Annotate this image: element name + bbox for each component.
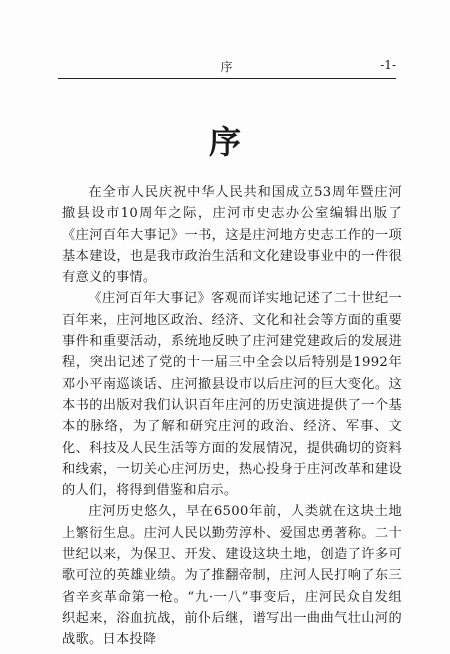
body-text xyxy=(62,182,402,651)
header-rule xyxy=(58,78,396,79)
page-number: -1- xyxy=(380,58,396,72)
running-header xyxy=(58,56,396,76)
paragraph: 庄河历史悠久，早在6500年前，人类就在这块土地上繁衍生息。庄河人民以勤劳淳朴、爱国忠勇著称。二十世纪以来，为保卫、开发、建设这块土地，创造了许多可歌可泣的英雄业绩。为了推翻帝制，庄河人民打响了东三省辛亥革命第一枪。“九·一八”事变后，庄河民众自发组织起来，浴血抗战，前仆后继，谱写出一曲曲气壮山河的战歌。日本投降 xyxy=(62,504,402,648)
header-title: 序 xyxy=(220,60,234,74)
paragraph: 《庄河百年大事记》客观而详实地记述了二十世纪一百年来，庄河地区政治、经济、文化和社会等方面的重要事件和重要活动，系统地反映了庄河建党建政后的发展进程，突出记述了党的十一届三中全会以后特别是1992年邓小平南巡谈话、庄河撤县设市以后庄河的巨大变化。这本书的出版对我们认识百年庄河的历史演进提供了一个基本的脉络，为了解和研究庄河的政治、经济、军事、文化、科技及人民生活等方面的发展情况，提供确切的资料和线索，一切关心庄河历史，热心投身于庄河改革和建设的人们，将得到借鉴和启示。 xyxy=(62,291,402,499)
chapter-title: 序 xyxy=(208,123,241,161)
paragraph: 在全市人民庆祝中华人民共和国成立53周年暨庄河撤县设市10周年之际，庄河市史志办公室编辑出版了《庄河百年大事记》一书，这是庄河地方史志工作的一项基本建设，也是我市政治生活和文化建设事业中的一件很有意义的事情。 xyxy=(62,185,402,286)
